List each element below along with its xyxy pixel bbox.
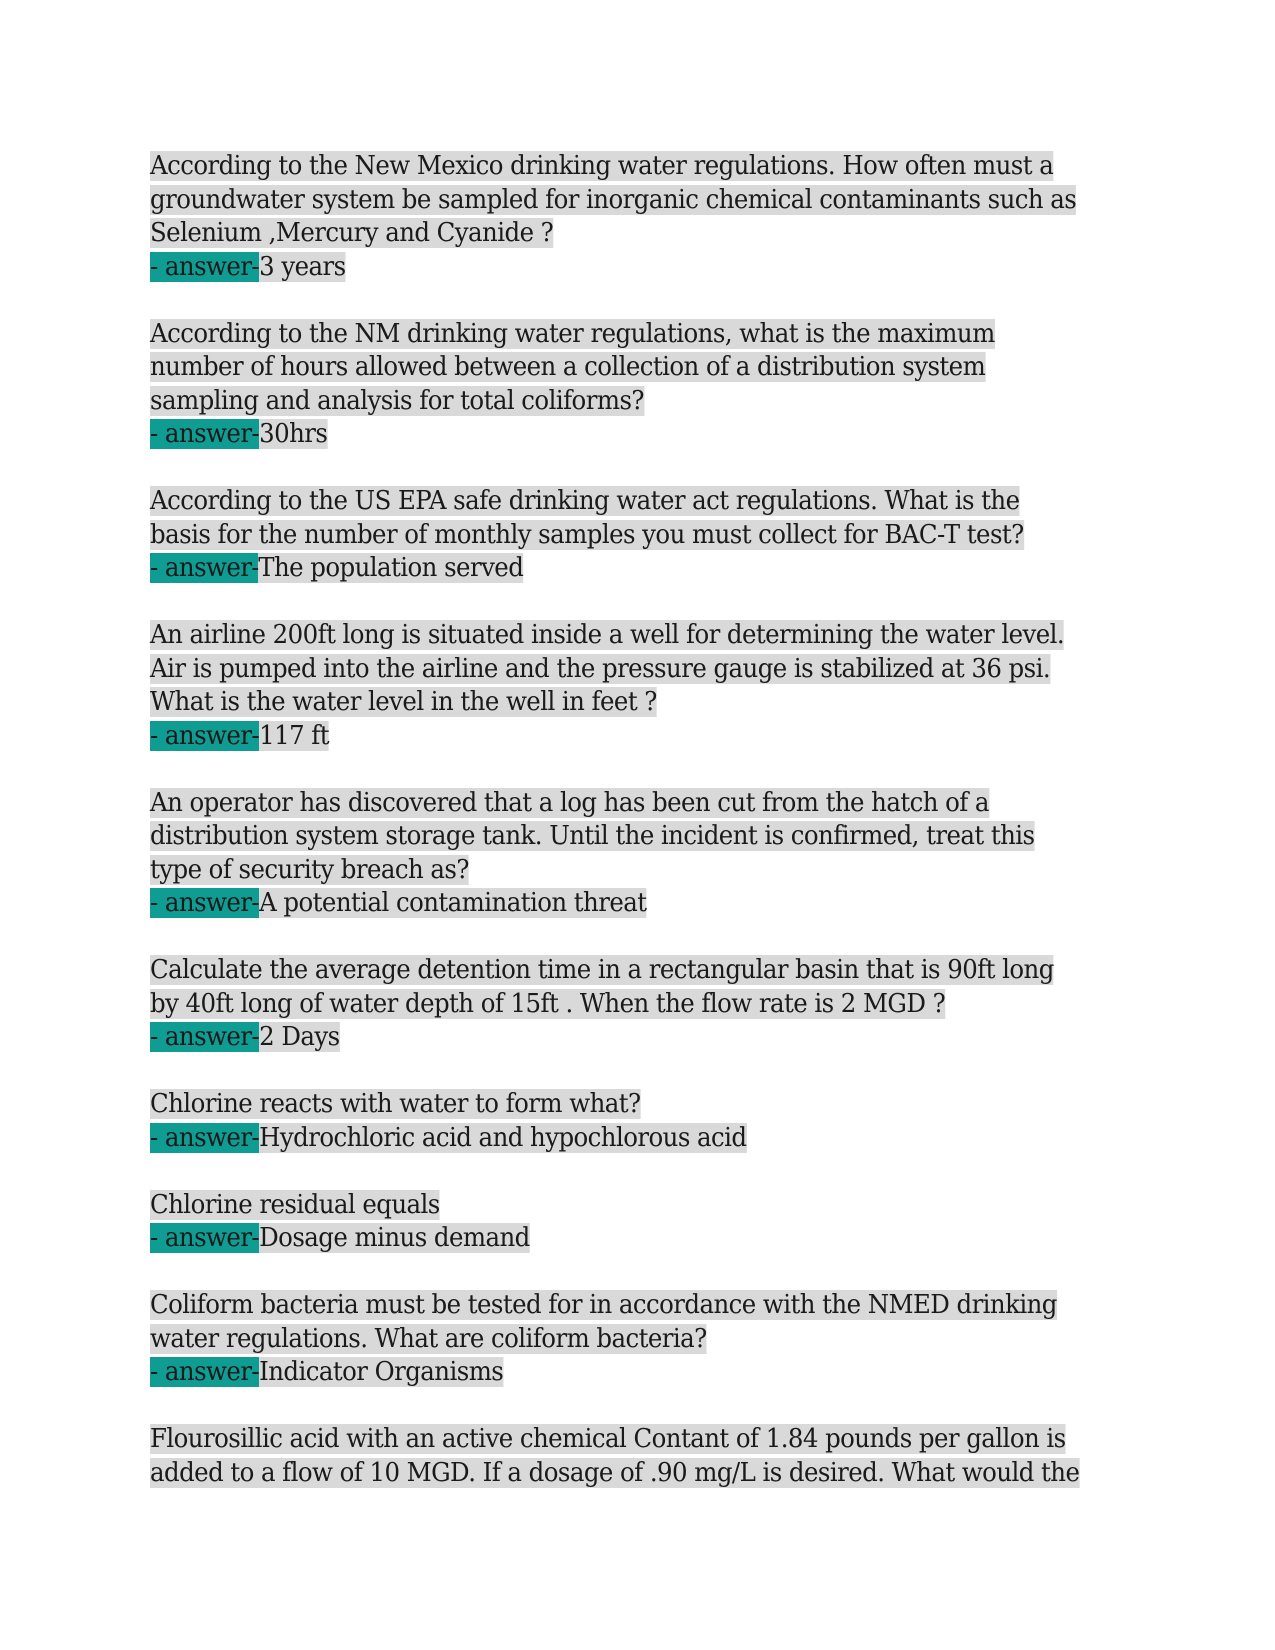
qa-item-6	[150, 954, 1081, 1055]
question-text: An airline 200ft long is situated inside a well for determining the water level. Air is pumped into the airline and the pressure gauge is stabilized at 36 psi. What is the water level in the well in feet ?	[150, 620, 1065, 717]
answer-text: Hydrochloric acid and hypochlorous acid	[259, 1122, 747, 1153]
answer-label: - answer-	[150, 251, 260, 282]
question-text: Chlorine residual equals	[150, 1189, 440, 1220]
answer-line	[150, 887, 1081, 921]
qa-item-4	[150, 619, 1081, 753]
answer-text: The population served	[258, 553, 524, 583]
qa-item-7	[150, 1088, 1081, 1155]
answer-label: - answer-	[150, 720, 260, 751]
question-text: Coliform bacteria must be tested for in accordance with the NMED drinking water regulations. What are coliform bacteria?	[150, 1290, 1057, 1354]
answer-label: - answer-	[150, 888, 260, 918]
qa-list	[150, 150, 1081, 1524]
answer-label: - answer-	[150, 1357, 260, 1387]
qa-item-3	[150, 485, 1081, 586]
answer-text: Dosage minus demand	[259, 1223, 530, 1253]
question-text: According to the NM drinking water regulations, what is the maximum number of hours allowed between a collection of a distribution system sampling and analysis for total coliforms?	[150, 318, 995, 416]
question-text: According to the New Mexico drinking water regulations. How often must a groundwater system be sampled for inorganic chemical contaminants such as Selenium ,Mercury and Cyanide ?	[150, 151, 1077, 248]
qa-item-10	[150, 1423, 1081, 1490]
answer-label: - answer-	[150, 1022, 260, 1052]
answer-label: - answer-	[150, 1223, 260, 1253]
qa-item-5	[150, 787, 1081, 921]
answer-line	[150, 1222, 1081, 1256]
answer-text: 30hrs	[259, 419, 328, 449]
answer-line	[150, 251, 1081, 285]
question-text: According to the US EPA safe drinking water act regulations. What is the basis for the number of monthly samples you must collect for BAC-T test?	[150, 486, 1024, 550]
qa-item-9	[150, 1289, 1081, 1390]
answer-text: A potential contamination threat	[259, 888, 647, 918]
answer-line	[150, 1021, 1081, 1055]
answer-label: - answer-	[150, 553, 259, 583]
answer-text: Indicator Organisms	[259, 1357, 504, 1387]
answer-label: - answer-	[150, 1122, 260, 1153]
question-text: Calculate the average detention time in a rectangular basin that is 90ft long by 40ft long of water depth of 15ft . When the flow rate is 2 MGD ?	[150, 955, 1054, 1019]
answer-text: 117 ft	[259, 720, 330, 751]
answer-text: 3 years	[259, 251, 346, 282]
question-text: An operator has discovered that a log has been cut from the hatch of a distribution system storage tank. Until the incident is confirmed, treat this type of security breach as?	[150, 787, 1035, 885]
qa-item-2	[150, 318, 1081, 452]
question-text: Flourosillic acid with an active chemical Contant of 1.84 pounds per gallon is added to a flow of 10 MGD. If a dosage of .90 mg/L is desired. What would the	[150, 1424, 1080, 1488]
qa-item-1	[150, 150, 1081, 284]
answer-line	[150, 1122, 1081, 1156]
answer-text: 2 Days	[259, 1022, 340, 1052]
answer-line	[150, 552, 1081, 586]
answer-line	[150, 720, 1081, 754]
question-text: Chlorine reacts with water to form what?	[150, 1089, 641, 1119]
answer-line	[150, 1356, 1081, 1390]
answer-line	[150, 418, 1081, 452]
qa-item-8	[150, 1189, 1081, 1256]
answer-label: - answer-	[150, 419, 260, 449]
